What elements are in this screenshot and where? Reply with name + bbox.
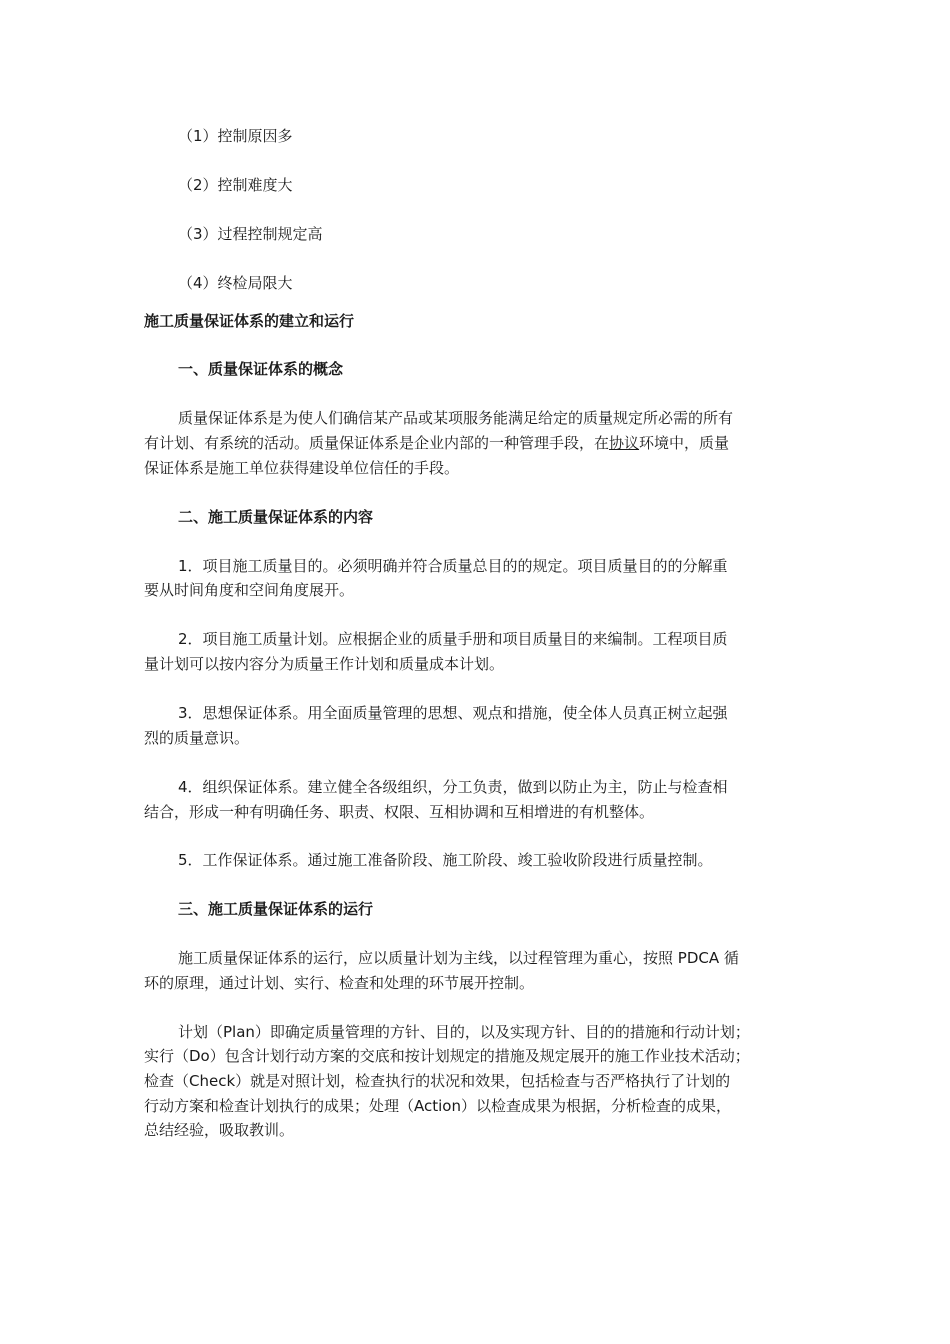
paragraph-text: 有计划、有系统的活动。质量保证体系是企业内部的一种管理手段，在: [144, 434, 610, 452]
paragraph-line: [144, 431, 729, 455]
paragraph-line: 结合，形成一种有明确任务、职责、权限、互相协调和互相增进的有机整体。: [144, 803, 655, 821]
paragraph-line: 行动方案和检查计划执行的成果；处理（Action）以检查成果为根据，分析检查的成果，: [144, 1097, 731, 1115]
paragraph-line: 5．工作保证体系。通过施工准备阶段、施工阶段、竣工验收阶段进行质量控制。: [178, 851, 713, 869]
section-heading: 二、施工质量保证体系的内容: [178, 508, 374, 526]
list-item: （1）控制原因多: [178, 127, 293, 145]
paragraph-line: 1．项目施工质量目的。必须明确并符合质量总目的的规定。项目质量目的的分解重: [178, 557, 728, 575]
paragraph-line: 环的原理，通过计划、实行、检查和处理的环节展开控制。: [144, 974, 535, 992]
paragraph-line: 计划（Plan）即确定质量管理的方针、目的，以及实现方针、目的的措施和行动计划；: [178, 1023, 750, 1041]
paragraph-line: 质量保证体系是为使人们确信某产品或某项服务能满足给定的质量规定所必需的所有: [178, 409, 734, 427]
paragraph-line: 2．项目施工质量计划。应根据企业的质量手册和项目质量目的来编制。工程项目质: [178, 630, 728, 648]
paragraph-line: 总结经验，吸取教训。: [144, 1121, 295, 1139]
paragraph-line: 3．思想保证体系。用全面质量管理的思想、观点和措施，使全体人员真正树立起强: [178, 704, 728, 722]
paragraph-line: 施工质量保证体系的运行，应以质量计划为主线，以过程管理为重心，按照 PDCA 循: [178, 949, 739, 967]
section-heading: 三、施工质量保证体系的运行: [178, 900, 374, 918]
paragraph-line: 保证体系是施工单位获得建设单位信任的手段。: [144, 459, 460, 477]
paragraph-line: 量计划可以按内容分为质量王作计划和质量成本计划。: [144, 655, 505, 673]
section-heading: 一、质量保证体系的概念: [178, 360, 344, 378]
paragraph-line: 检查（Check）就是对照计划，检查执行的状况和效果，包括检查与否严格执行了计划的: [144, 1072, 731, 1090]
paragraph-text: 环境中，质量: [639, 434, 730, 452]
agreement-link[interactable]: 协议: [609, 434, 640, 452]
paragraph-line: 要从时间角度和空间角度展开。: [144, 581, 355, 599]
list-item: （2）控制难度大: [178, 176, 293, 194]
list-item: （3）过程控制规定高: [178, 225, 323, 243]
paragraph-line: 4．组织保证体系。建立健全各级组织，分工负责，做到以防止为主，防止与检查相: [178, 778, 728, 796]
paragraph-line: 实行（Do）包含计划行动方案的交底和按计划规定的措施及规定展开的施工作业技术活动；: [144, 1047, 750, 1065]
main-heading: 施工质量保证体系的建立和运行: [144, 312, 355, 330]
paragraph-line: 烈的质量意识。: [144, 729, 250, 747]
list-item: （4）终检局限大: [178, 274, 293, 292]
